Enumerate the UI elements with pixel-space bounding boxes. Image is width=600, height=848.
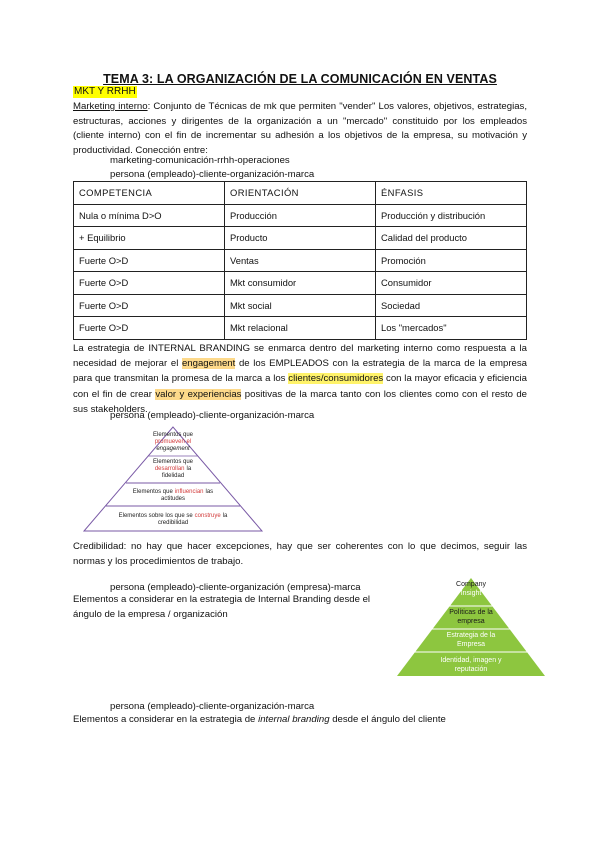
credibility-pyramid: [82, 425, 264, 533]
table-header: COMPETENCIA: [74, 182, 225, 205]
table-cell: Fuerte O>D: [74, 272, 225, 295]
pyramid-label: reputación: [454, 666, 488, 673]
table-cell: Mkt social: [225, 294, 376, 317]
branding-text: de los EMPLEADOS con la estrategia de la marca de la empresa para que transmitan la promesa de la marca a los: [73, 358, 527, 385]
branding-paragraph: [73, 341, 527, 417]
table-cell: Fuerte O>D: [74, 249, 225, 272]
table-header: ÉNFASIS: [376, 182, 527, 205]
table-row: [74, 294, 527, 317]
branding-text: La estrategia de INTERNAL BRANDING se enmarca dentro del marketing interno como respuesta a la necesidad de mejorar el: [73, 343, 527, 370]
table-cell: Promoción: [376, 249, 527, 272]
table-cell: Fuerte O>D: [74, 294, 225, 317]
cliente-paragraph: [73, 713, 446, 726]
pyramid-label: la: [222, 513, 228, 519]
pyramid-label: Elementos que: [152, 432, 194, 438]
intro-term: Marketing interno: [73, 101, 148, 112]
pyramid-label: Empresa: [456, 641, 486, 648]
table-header: ORIENTACIÓN: [225, 182, 376, 205]
chain-marketing: marketing-comunicación-rrhh-operaciones: [110, 155, 290, 166]
pyramid-label-red: desarrollan: [154, 466, 185, 472]
pyramid-label: credibilidad: [157, 520, 189, 526]
section-tag: MKT Y RRHH: [74, 86, 136, 97]
pyramid-label: Insight: [460, 590, 482, 597]
competition-table: [73, 181, 527, 340]
pyramid-label-line: [155, 466, 192, 472]
pyramid-label: Elementos que: [152, 459, 194, 465]
highlight-clientes: clientes/consumidores: [288, 373, 384, 385]
highlight-engagement: engagement: [181, 358, 236, 370]
cliente-text-italic: internal branding: [258, 714, 330, 725]
table-cell: Producción: [225, 204, 376, 227]
company-pyramid: [396, 577, 546, 677]
table-cell: Mkt relacional: [225, 317, 376, 340]
pyramid-label: engagement: [156, 446, 190, 452]
chain-persona-1: persona (empleado)-cliente-organización-marca: [110, 169, 315, 180]
page-title: TEMA 3: LA ORGANIZACIÓN DE LA COMUNICACIÓN EN VENTAS: [103, 72, 497, 86]
table-row: [74, 317, 527, 340]
chain-persona-2: persona (empleado)-cliente-organización-marca: [110, 410, 315, 421]
table-cell: Calidad del producto: [376, 227, 527, 250]
empresa-paragraph: Elementos a considerar en la estrategia de Internal Branding desde el ángulo de la empresa / organización: [73, 594, 371, 620]
pyramid-label: Identidad, imagen y: [440, 657, 502, 664]
pyramid-label: Estrategia de la: [446, 632, 496, 639]
pyramid-label: Políticas de la: [449, 609, 493, 616]
intro-paragraph: [73, 100, 527, 158]
table-row: [74, 227, 527, 250]
intro-text: : Conjunto de Técnicas de mk que permiten "vender" Los valores, objetivos, estrategias, estructuras, acciones y dirigentes de la organización a un "mercado" constituido por los empleados (cliente interno) con el fin de incrementar su adhesión a los objetivos de la empresa, su motivación y productividad. Conección entre:: [73, 101, 528, 156]
table-cell: Mkt consumidor: [225, 272, 376, 295]
pyramid-label: Company: [456, 581, 486, 588]
pyramid-label-red: promueven el: [154, 439, 192, 445]
pyramid-label-line: [119, 513, 228, 519]
branding-text: positivas de la marca tanto con los clientes como con el resto de sus stakeholders.: [73, 388, 527, 415]
cliente-text: desde el ángulo del cliente: [329, 714, 446, 725]
credibilidad-paragraph: Credibilidad: no hay que hacer excepciones, hay que ser coherentes con lo que decimos, seguir las normas y los procedimientos de trabajo.: [73, 541, 527, 567]
pyramid-label: fidelidad: [161, 473, 185, 479]
table-cell: Ventas: [225, 249, 376, 272]
pyramid-label-red: influencian: [174, 489, 204, 495]
table-cell: Sociedad: [376, 294, 527, 317]
table-cell: Los "mercados": [376, 317, 527, 340]
pyramid-label: empresa: [457, 618, 485, 625]
table-header-row: [74, 182, 527, 205]
table-cell: Producto: [225, 227, 376, 250]
pyramid-label: la: [186, 466, 192, 472]
pyramid-label: Elementos que: [132, 489, 173, 495]
table-cell: Fuerte O>D: [74, 317, 225, 340]
highlight-valor: valor y experiencias: [155, 388, 242, 400]
cliente-text: Elementos a considerar en la estrategia de: [73, 714, 259, 725]
chain-persona-3: persona (empleado)-cliente-organización (empresa)-marca: [110, 582, 361, 593]
table-row: [74, 249, 527, 272]
table-row: [74, 204, 527, 227]
pyramid-label-red: construye: [194, 513, 221, 519]
branding-text: con la mayor eficacia y eficiencia con el fin de crear: [73, 373, 527, 400]
pyramid-label: Elementos sobre los que se: [118, 513, 193, 519]
table-row: [74, 272, 527, 295]
pyramid-label: actitudes: [160, 496, 186, 502]
table-cell: Consumidor: [376, 272, 527, 295]
pyramid-label: las: [205, 489, 214, 495]
table-cell: + Equilibrio: [74, 227, 225, 250]
table-cell: Producción y distribución: [376, 204, 527, 227]
table-cell: Nula o mínima D>O: [74, 204, 225, 227]
chain-persona-4: persona (empleado)-cliente-organización-marca: [110, 701, 315, 712]
